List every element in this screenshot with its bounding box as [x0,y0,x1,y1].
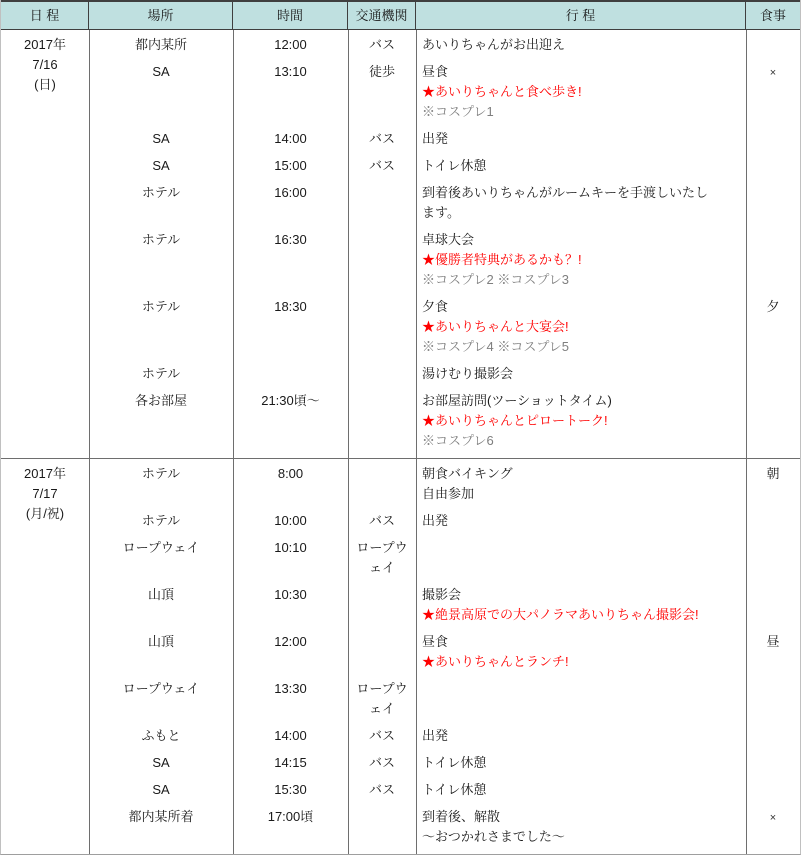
time-cell: 13:10 [274,64,307,79]
itinerary-entry [89,391,800,451]
itinerary-line: 昼食 [422,64,449,79]
itinerary-cell [416,156,746,176]
time-cell: 14:15 [274,755,307,770]
time-cell: 10:30 [274,587,307,602]
itinerary-cell [416,780,746,800]
header-meal: 食事 [759,8,786,23]
entries [89,464,800,847]
itinerary-line: 出発 [422,728,449,743]
itinerary-entry [89,726,800,746]
place-cell: SA [152,131,170,146]
meal-cell [746,807,800,847]
itinerary-cell [416,183,746,223]
itinerary-line: ※コスプレ4 ※コスプレ5 [422,339,570,354]
itinerary-line: 昼食 [422,634,449,649]
time-cell: 15:30 [274,782,307,797]
meal-cell [746,230,800,290]
meal-cell [746,679,800,719]
time-cell [233,364,348,384]
transport-cell: バス [368,37,395,52]
itinerary-cell [416,391,746,451]
itinerary-entry [89,156,800,176]
itinerary-cell [416,35,746,55]
itinerary-line: トイレ休憩 [422,158,487,173]
grid-line-vertical [233,30,234,854]
transport-cell: バス [368,728,395,743]
place-cell: ホテル [141,466,181,481]
itinerary-cell [416,807,746,847]
header-transport: 交通機関 [348,2,416,29]
itinerary-line: 出発 [422,131,449,146]
itinerary-line: ★あいりちゃんと大宴会! [422,319,569,334]
itinerary-line: ※コスプレ1 [422,104,494,119]
meal-marker: 夕 [766,299,780,314]
time-cell: 14:00 [274,131,307,146]
place-cell: ホテル [141,513,181,528]
itinerary-cell [416,585,746,625]
transport-cell: バス [368,158,395,173]
place-cell: SA [152,782,170,797]
time-cell: 18:30 [274,299,307,314]
meal-cell [746,780,800,800]
place-cell: ふもと [141,728,181,743]
time-cell: 16:30 [274,232,307,247]
transport-cell [348,585,416,625]
meal-cell [746,62,800,122]
time-cell: 21:30頃～ [261,393,320,408]
itinerary-entry [89,464,800,504]
itinerary-line: あいりちゃんがお出迎え [422,37,566,52]
time-cell: 12:00 [274,37,307,52]
place-cell: ホテル [141,185,181,200]
itinerary-cell [416,753,746,773]
transport-cell [348,183,416,223]
itinerary-cell [416,511,746,531]
itinerary-line: ★あいりちゃんとピロートーク! [422,413,608,428]
itinerary-line: 夕食 [422,299,449,314]
transport-cell [348,632,416,672]
itinerary-entry [89,35,800,55]
grid-line-vertical [416,30,417,854]
time-cell: 15:00 [274,158,307,173]
transport-cell: 徒歩 [368,64,395,79]
table-body [1,30,800,854]
place-cell: 都内某所 [134,37,187,52]
itinerary-entry [89,183,800,223]
transport-cell: バス [368,782,395,797]
itinerary-entry [89,780,800,800]
meal-marker: × [769,812,777,824]
transport-cell [348,807,416,847]
time-cell: 16:00 [274,185,307,200]
itinerary-entry [89,364,800,384]
transport-cell [348,364,416,384]
itinerary-cell [416,679,746,719]
time-cell: 17:00頃 [267,809,314,824]
transport-cell [348,464,416,504]
date-cell [1,464,89,847]
itinerary-entry [89,807,800,847]
meal-cell [746,585,800,625]
itinerary-line: 朝食バイキング [422,466,513,481]
meal-cell [746,753,800,773]
place-cell: ロープウェイ [122,540,200,555]
itinerary-entry [89,129,800,149]
meal-cell [746,632,800,672]
itinerary-cell [416,62,746,122]
entries [89,35,800,451]
meal-cell [746,35,800,55]
transport-cell: バス [368,755,395,770]
grid-line-vertical [348,30,349,854]
itinerary-entry [89,230,800,290]
meal-cell [746,391,800,451]
transport-cell: バス [368,131,395,146]
time-cell: 8:00 [277,466,304,481]
meal-cell [746,538,800,578]
date-line: (日) [34,77,56,92]
itinerary-line: 撮影会 [422,587,462,602]
itinerary-cell [416,129,746,149]
date-line: (月/祝) [25,506,65,521]
meal-cell [746,464,800,504]
date-line: 7/16 [32,57,58,72]
place-cell: 各お部屋 [134,393,187,408]
table-header-row [1,0,800,30]
place-cell: SA [152,64,170,79]
itinerary-line: ます。 [422,205,460,220]
transport-cell [348,230,416,290]
header-place: 場所 [89,2,233,29]
date-line: 2017年 [24,37,66,52]
date-cell [1,35,89,451]
transport-cell: ロープウェイ [356,681,408,716]
itinerary-cell [416,364,746,384]
header-itinerary: 行 程 [416,2,746,29]
date-line: 7/17 [32,486,58,501]
meal-cell [746,156,800,176]
itinerary-line: ～おつかれさまでした～ [422,829,565,844]
itinerary-entry [89,62,800,122]
meal-cell [746,183,800,223]
place-cell: SA [152,158,170,173]
itinerary-line: ※コスプレ6 [422,433,494,448]
place-cell: ロープウェイ [122,681,200,696]
itinerary-line: 到着後あいりちゃんがルームキーを手渡しいたし [422,185,709,200]
grid-line-vertical [89,30,90,854]
itinerary-line: ★優勝者特典があるかも？! [422,252,582,267]
transport-cell [348,297,416,357]
meal-cell [746,129,800,149]
itinerary-line: お部屋訪問(ツーショットタイム) [422,393,612,408]
itinerary-entry [89,632,800,672]
transport-cell: ロープウェイ [356,540,408,575]
day-block [1,458,800,854]
place-cell: ホテル [141,366,181,381]
meal-cell [746,511,800,531]
itinerary-entry [89,297,800,357]
itinerary-cell [416,297,746,357]
header-time: 時間 [233,2,348,29]
itinerary-entry [89,538,800,578]
meal-marker: 朝 [766,466,780,481]
itinerary-line: トイレ休憩 [422,782,487,797]
meal-cell [746,297,800,357]
grid-line-vertical [746,30,747,854]
place-cell: ホテル [141,299,181,314]
itinerary-entry [89,679,800,719]
itinerary-line: 出発 [422,513,449,528]
itinerary-cell [416,538,746,578]
transport-cell: バス [368,513,395,528]
date-line: 2017年 [24,466,66,481]
itinerary-line: ★あいりちゃんとランチ! [422,654,569,669]
time-cell: 13:30 [274,681,307,696]
itinerary-cell [416,632,746,672]
meal-cell [746,364,800,384]
day-block [1,30,800,458]
itinerary-entry [89,753,800,773]
itinerary-entry [89,511,800,531]
itinerary-line: 湯けむり撮影会 [422,366,514,381]
time-cell: 10:10 [274,540,307,555]
place-cell: 都内某所着 [128,809,194,824]
place-cell: 山頂 [147,634,174,649]
place-cell: SA [152,755,170,770]
meal-cell [746,726,800,746]
header-date: 日 程 [1,2,89,29]
itinerary-line: 卓球大会 [422,232,475,247]
time-cell: 12:00 [274,634,307,649]
transport-cell [348,391,416,451]
itinerary-line: 自由参加 [422,486,475,501]
itinerary-line: ★あいりちゃんと食べ歩き! [422,84,582,99]
itinerary-line: 到着後、解散 [422,809,501,824]
meal-marker: 昼 [766,634,780,649]
itinerary-entry [89,585,800,625]
place-cell: ホテル [141,232,181,247]
place-cell: 山頂 [147,587,174,602]
time-cell: 14:00 [274,728,307,743]
itinerary-line: ★絶景高原での大パノラマあいりちゃん撮影会! [422,607,699,622]
itinerary-cell [416,726,746,746]
itinerary-cell [416,230,746,290]
meal-marker: × [769,67,777,79]
itinerary-line: ※コスプレ2 ※コスプレ3 [422,272,570,287]
time-cell: 10:00 [274,513,307,528]
itinerary-cell [416,464,746,504]
itinerary-line: トイレ休憩 [422,755,487,770]
